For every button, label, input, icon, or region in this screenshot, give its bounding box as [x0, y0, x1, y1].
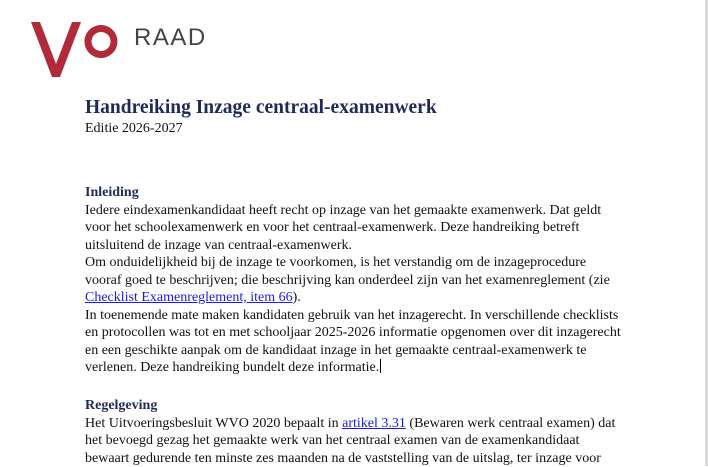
intro-paragraph-2 [85, 254, 625, 307]
document-edition: Editie 2026-2027 [85, 120, 625, 138]
section-heading-regelgeving: Regelgeving [85, 397, 625, 415]
logo-o-shape [84, 25, 117, 58]
logo-v-shape [31, 22, 81, 77]
regelgeving-paragraph-1-text: Het Uitvoeringsbesluit WVO 2020 bepaalt in [85, 416, 342, 431]
vo-logo-mark [31, 22, 131, 80]
intro-paragraph-3 [85, 307, 625, 377]
intro-paragraph-1: Iedere eindexamenkandidaat heeft recht op inzage van het gemaakte examenwerk. Dat geldt voor het schoolexamenwerk en voor het centraal-examenwerk. Deze handreiking betreft uitsluitend de inzage van centraal-examenwerk. [85, 202, 625, 255]
section-inleiding [85, 184, 625, 377]
logo-wordmark: RAAD [134, 24, 207, 52]
vo-raad-logo [31, 22, 211, 80]
regelgeving-paragraph-1 [85, 415, 625, 467]
section-regelgeving [85, 397, 625, 467]
artikel-3-31-link[interactable]: artikel 3.31 [342, 416, 406, 431]
checklist-examenreglement-link[interactable]: Checklist Examenreglement, item 66 [85, 290, 293, 305]
document-title: Handreiking Inzage centraal-examenwerk [85, 96, 625, 120]
section-heading-inleiding: Inleiding [85, 184, 625, 202]
intro-paragraph-2-tail: ). [293, 290, 301, 305]
document-body [85, 96, 625, 138]
text-cursor [380, 359, 381, 373]
intro-paragraph-2-text: Om onduidelijkheid bij de inzage te voorkomen, is het verstandig om de inzageprocedure vooraf goed te beschrijven; die beschrijving kan onderdeel zijn van het examenreglement (zie [85, 255, 610, 288]
intro-paragraph-3-text: In toenemende mate maken kandidaten gebruik van het inzagerecht. In verschillende checklists en protocollen was tot en met schooljaar 2025-2026 informatie opgenomen over dit inzagerecht en een geschikte aanpak om de kandidaat inzage in het gemaakte centraal-examenwerk te verlenen. Deze handreiking bundelt deze informatie. [85, 308, 621, 376]
regelgeving-paragraph-1-tail: (Bewaren werk centraal examen) dat het bevoegd gezag het gemaakte werk van het centraal examen van de examenkandidaat bewaart gedurende ten minste zes maanden na de vaststelling van de uitslag, ter inzage voor [85, 416, 615, 466]
